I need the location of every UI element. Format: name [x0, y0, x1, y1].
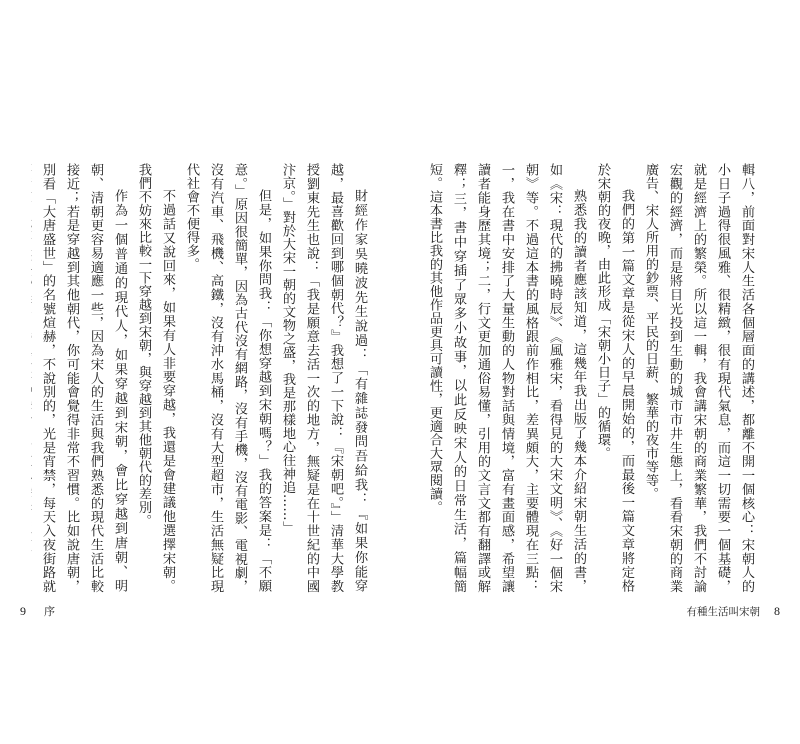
left-paragraph-2: 但是，如果你問我：「你想穿越到宋朝嗎？」我的答案是：「不願意。」原因很簡單，因為古代沒有網路，沒有手機，沒有電影、電視劇，沒有汽車、飛機、高鐵，沒有沖水馬桶，沒有大型超市，生活無疑比現代社會不便得多。: [184, 163, 271, 593]
left-page-number: 9: [20, 604, 26, 618]
right-page-body-text: [420, 163, 758, 593]
left-running-head: 序: [44, 605, 55, 618]
left-paragraph-4: 作為一個普通的現代人，如果穿越到宋朝，會比穿越到唐朝、明朝、清朝更容易適應一些，因為宋人的生活與我們熟悉的現代生活比較接近；若是穿越到其他朝代，你可能會覺得非常不習慣。比如說唐朝，別看「大唐盛世」的名號煊赫，不說別的，光是宵禁，每天入夜街路就: [40, 163, 127, 593]
right-paragraph-3: 熟悉我的讀者應該知道，這幾年我出版了幾本介紹宋朝生活的書，如《宋：現代的拂曉時辰》、《風雅宋，看得見的大宋文明》、《好一個宋朝》等。不過這本書的風格跟前作相比，差異頗大，主要體現在三點：一，我在書中安排了大量生動的人物對話與情境，富有畫面感，希望讓讀者能身歷其境；二，行文更加通俗易懂，引用的文言文都有翻譯或解釋；三，書中穿插了眾多小故事，以此反映宋人的日常生活，篇幅簡短。這本書比我的其他作品更具可讀性，更適合大眾閱讀。: [427, 163, 586, 593]
right-page-number: 8: [774, 604, 780, 618]
left-paragraph-3: 不過話又說回來，如果有人非要穿越，我還是會建議他選擇宋朝。我們不妨來比較一下穿越到宋朝，與穿越到其他朝代的差別。: [136, 163, 175, 593]
left-page-body-text: [31, 163, 371, 593]
right-paragraph-1: 輯八，前面對宋人生活各個層面的講述，都離不開一個核心：宋朝人的小日子過得很風雅、很精緻，很有現代氣息，而這一切需要一個基礎，就是經濟上的繁榮。所以這一輯，我會講宋朝的商業繁華，我們不討論宏觀的經濟，而是將目光投到生動的城市市井生態上，看看宋朝的商業廣告、宋人所用的鈔票、平民的日薪、繁華的夜市等等。: [643, 163, 754, 593]
right-running-head: 有種生活叫宋朝: [686, 606, 760, 618]
right-page-footer: [687, 604, 781, 619]
left-paragraph-1: 財經作家吳曉波先生說過：「有雜誌發問吾給我：『如果你能穿越，最喜歡回到哪個朝代？』我想了一下說：『宋朝吧。』」清華大學教授劉東先生也說：「我是願意去活一次的地方，無疑是在十世紀的中國汴京。」對於大宋一朝的文物之盛，我是那樣地心往神追……」: [280, 163, 367, 593]
right-paragraph-2: 我們的第一篇文章是從宋人的早晨開始的，而最後一篇文章將定格於宋朝的夜晚，由此形成「宋朝小日子」的循環。: [595, 163, 634, 593]
left-page-footer: [20, 604, 55, 619]
right-paragraph-4: [420, 163, 422, 593]
